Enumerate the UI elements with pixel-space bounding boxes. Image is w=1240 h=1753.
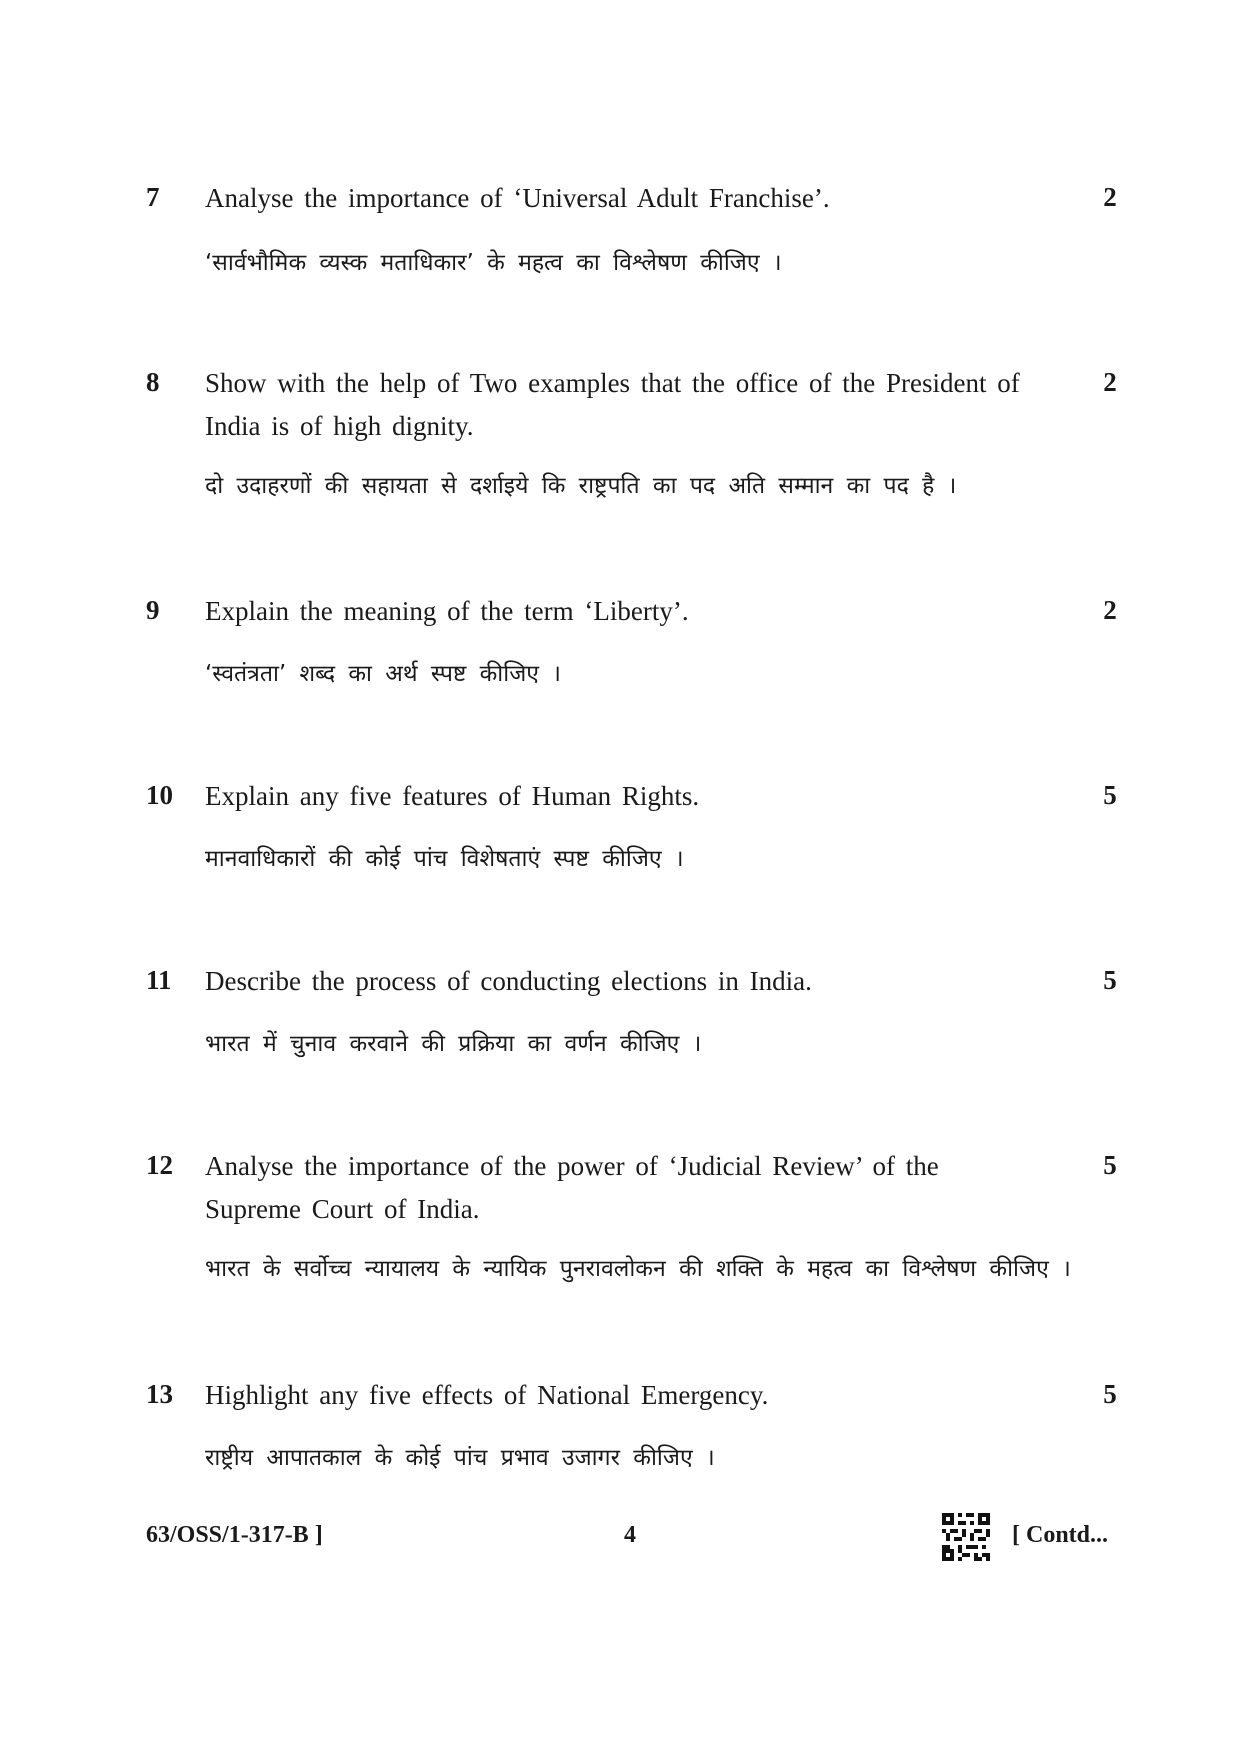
question-english-text: Describe the process of conducting elections in India. — [205, 966, 812, 996]
paper-code: 63/OSS/1-317-B ] — [146, 1522, 323, 1548]
question-english-text: Analyse the importance of ‘Universal Adult Franchise’. — [205, 183, 830, 213]
question-english-text: Explain the meaning of the term ‘Liberty’. — [205, 596, 689, 626]
question-hindi-text: मानवाधिकारों की कोई पांच विशेषताएं स्पष्ट कीजिए । — [205, 846, 684, 872]
qr-code-icon — [942, 1513, 990, 1561]
question-marks: 2 — [1103, 367, 1117, 397]
question-marks: 2 — [1103, 595, 1117, 625]
question-marks: 5 — [1103, 1150, 1117, 1180]
question-hindi-text: भारत में चुनाव करवाने की प्रक्रिया का वर्णन कीजिए । — [205, 1031, 702, 1057]
question-number: 10 — [146, 780, 173, 810]
question-english-text: Highlight any five effects of National Emergency. — [205, 1380, 769, 1410]
question-hindi-text: ‘स्वतंत्रता’ शब्द का अर्थ स्पष्ट कीजिए । — [205, 661, 562, 687]
question-english-text: Explain any five features of Human Rights. — [205, 781, 700, 811]
question-marks: 2 — [1103, 182, 1117, 212]
question-marks: 5 — [1103, 1379, 1117, 1409]
question-english-text: Show with the help of Two examples that the office of the President of India is of high dignity. — [205, 368, 1020, 441]
question-number: 7 — [146, 182, 160, 212]
question-marks: 5 — [1103, 965, 1117, 995]
question-number: 13 — [146, 1379, 173, 1409]
question-marks: 5 — [1103, 780, 1117, 810]
continued-label: [ Contd... — [1012, 1522, 1109, 1548]
question-number: 8 — [146, 367, 160, 397]
question-number: 9 — [146, 595, 160, 625]
question-hindi-text: ‘सार्वभौमिक व्यस्क मताधिकार’ के महत्व का विश्लेषण कीजिए । — [205, 250, 782, 276]
question-hindi-text: दो उदाहरणों की सहायता से दर्शाइये कि राष्ट्रपति का पद अति सम्मान का पद है । — [205, 473, 957, 499]
question-number: 12 — [146, 1150, 173, 1180]
question-hindi-text: भारत के सर्वोच्च न्यायालय के न्यायिक पुनरावलोकन की शक्ति के महत्व का विश्लेषण कीजिए । — [205, 1256, 1071, 1282]
question-english-text: Analyse the importance of the power of ‘Judicial Review’ of the Supreme Court of India. — [205, 1151, 939, 1224]
question-hindi-text: राष्ट्रीय आपातकाल के कोई पांच प्रभाव उजागर कीजिए । — [205, 1445, 715, 1471]
question-number: 11 — [146, 965, 172, 995]
page-number: 4 — [624, 1522, 636, 1548]
